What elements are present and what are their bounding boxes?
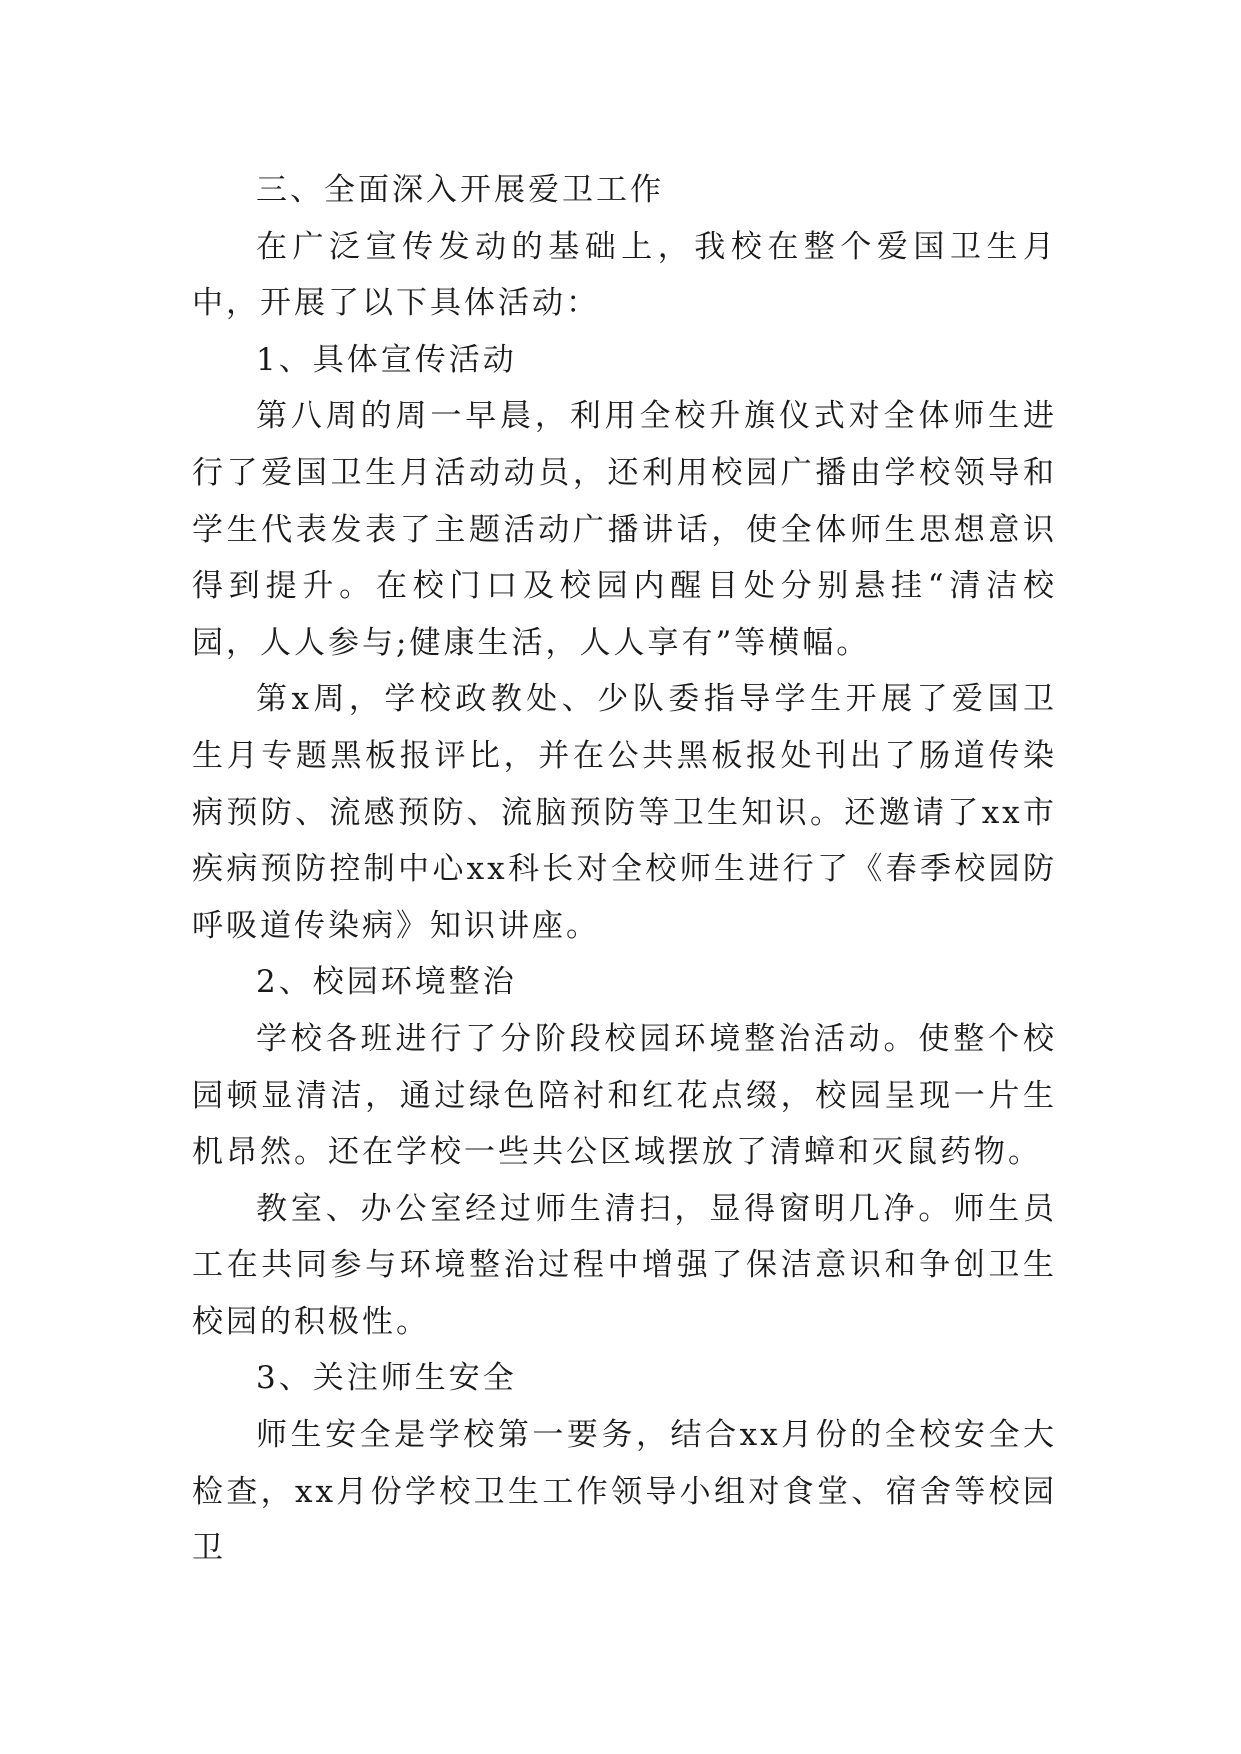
paragraph-week-x: 第x周，学校政教处、少队委指导学生开展了爱国卫生月专题黑板报评比，并在公共黑板报处刊出了肠道传染病预防、流感预防、流脑预防等卫生知识。还邀请了xx市疾病预防控制中心xx科长对全校师生进行了《春季校园防呼吸道传染病》知识讲座。 xyxy=(192,681,1057,944)
paragraph-week-eight: 第八周的周一早晨，利用全校升旗仪式对全体师生进行了爱国卫生月活动动员，还利用校园广播由学校领导和学生代表发表了主题活动广播讲话，使全体师生思想意识得到提升。在校门口及校园内醒目处分别悬挂“清洁校园，人人参与;健康生活，人人享有”等横幅。 xyxy=(192,398,1057,661)
subheading-safety: 3、关注师生安全 xyxy=(256,1360,517,1397)
subheading-environment: 2、校园环境整治 xyxy=(256,964,517,1001)
document-body xyxy=(192,162,1057,1577)
paragraph-classrooms: 教室、办公室经过师生清扫，显得窗明几净。师生员工在共同参与环境整治过程中增强了保洁意识和争创卫生校园的积极性。 xyxy=(192,1190,1057,1340)
paragraph-safety: 师生安全是学校第一要务，结合xx月份的全校安全大检查，xx月份学校卫生工作领导小组对食堂、宿舍等校园卫 xyxy=(192,1417,1057,1567)
paragraph-intro: 在广泛宣传发动的基础上，我校在整个爱国卫生月中，开展了以下具体活动： xyxy=(192,228,1057,322)
subheading-publicity: 1、具体宣传活动 xyxy=(256,341,517,378)
section-heading-3: 三、全面深入开展爱卫工作 xyxy=(256,172,664,208)
paragraph-class-cleanup: 学校各班进行了分阶段校园环境整治活动。使整个校园顿显清洁，通过绿色陪衬和红花点缀，校园呈现一片生机昂然。还在学校一些共公区域摆放了清蟑和灭鼠药物。 xyxy=(192,1020,1057,1171)
